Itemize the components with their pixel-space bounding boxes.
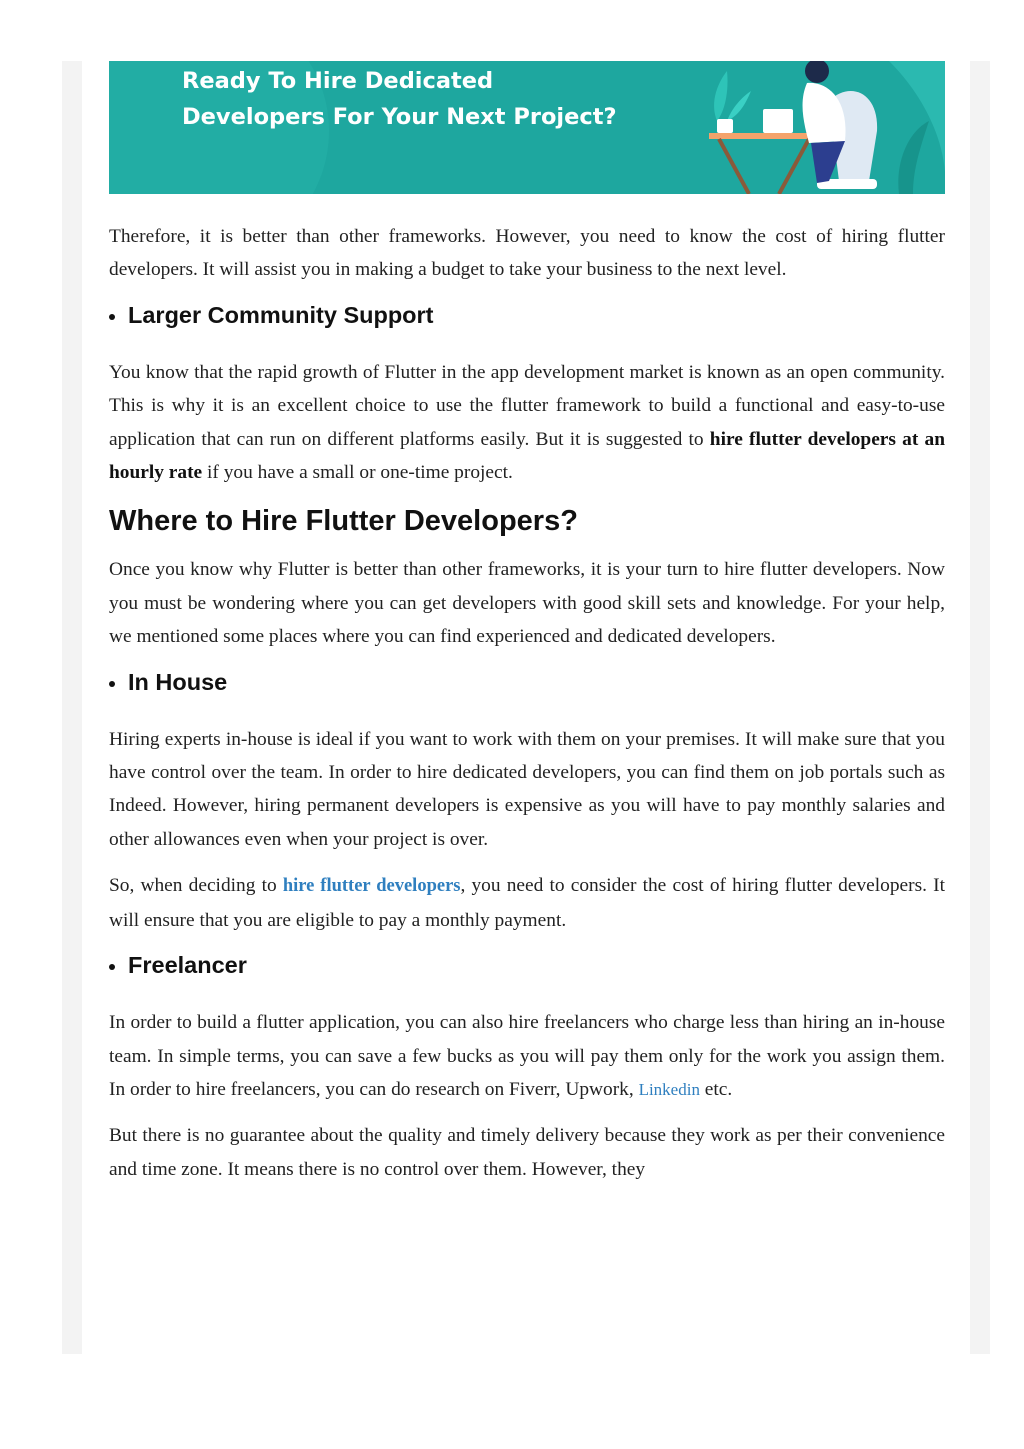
paragraph xyxy=(109,356,945,490)
section-title: Where to Hire Flutter Developers? xyxy=(109,505,578,538)
plant-pot xyxy=(717,119,733,133)
linkedin-link[interactable]: Linkedin xyxy=(638,1079,700,1099)
plant-leaf xyxy=(714,71,727,121)
paragraph: Once you know why Flutter is better than other frameworks, it is your turn to hire flutter developers. Now you must be wondering where you can get developers with good skill sets and knowledge. For your help, we mentioned some places where you can find experienced and dedicated developers. xyxy=(109,559,945,648)
laptop xyxy=(763,109,793,133)
person-head xyxy=(805,61,829,83)
bold-phrase: hire flutter developers at an hourly rate xyxy=(109,428,945,484)
desk-top xyxy=(709,133,819,139)
heading-larger-community-support: Larger Community Support xyxy=(109,300,945,330)
background-leaf xyxy=(898,121,929,194)
paragraph-text: if you have a small or one-time project. xyxy=(202,462,513,484)
hire-developers-banner[interactable] xyxy=(109,61,945,194)
plant-leaf xyxy=(727,91,751,121)
paragraph-text: You know that the rapid growth of Flutter in the app development market is known as an open community. This is why it is an excellent choice to use the flutter framework to build a functional and easy-to-use application that can run on different platforms easily. But it is suggested to xyxy=(109,361,945,450)
heading-freelancer: Freelancer xyxy=(109,950,945,980)
paragraph: Hiring experts in-house is ideal if you want to work with them on your premises. It will make sure that you have control over the team. In order to hire dedicated developers, you can find them on job portals such as Indeed. However, hiring permanent developers is expensive as you will have to pay monthly salaries and other allowances even when your project is over. xyxy=(109,728,945,850)
desk-leg xyxy=(779,139,809,194)
hire-flutter-developers-link[interactable]: hire flutter developers xyxy=(282,876,461,897)
desk-leg xyxy=(719,139,749,194)
heading-in-house: In House xyxy=(109,667,945,697)
paragraph-text: So, when deciding to xyxy=(109,875,283,897)
paragraph-text: , you need to consider the cost of hiring flutter developers. It will ensure that you are eligible to pay a monthly payment. xyxy=(109,875,946,931)
paragraph xyxy=(109,869,945,937)
paragraph-text: In order to build a flutter application, you can also hire freelancers who charge less than hiring an in-house team. In simple terms, you can save a few bucks as you will pay them only for the work you assign them. In order to hire freelancers, you can do research on Fiverr, Upwork, xyxy=(109,1012,945,1100)
banner-title: Ready To Hire Dedicated Developers For Your Next Project? xyxy=(182,68,617,130)
banner-corner-shape xyxy=(889,61,945,194)
paragraph: But there is no guarantee about the quality and timely delivery because they work as per their convenience and time zone. It means there is no control over them. However, they xyxy=(109,1125,945,1180)
developer-at-desk-illustration xyxy=(699,61,945,194)
paragraph: Therefore, it is better than other frameworks. However, you need to know the cost of hiring flutter developers. It will assist you in making a budget to take your business to the next level. xyxy=(109,226,945,281)
article-content xyxy=(109,61,945,1199)
paragraph xyxy=(109,1006,945,1106)
paragraph-text: etc. xyxy=(699,1078,733,1100)
person-shirt xyxy=(803,83,846,143)
